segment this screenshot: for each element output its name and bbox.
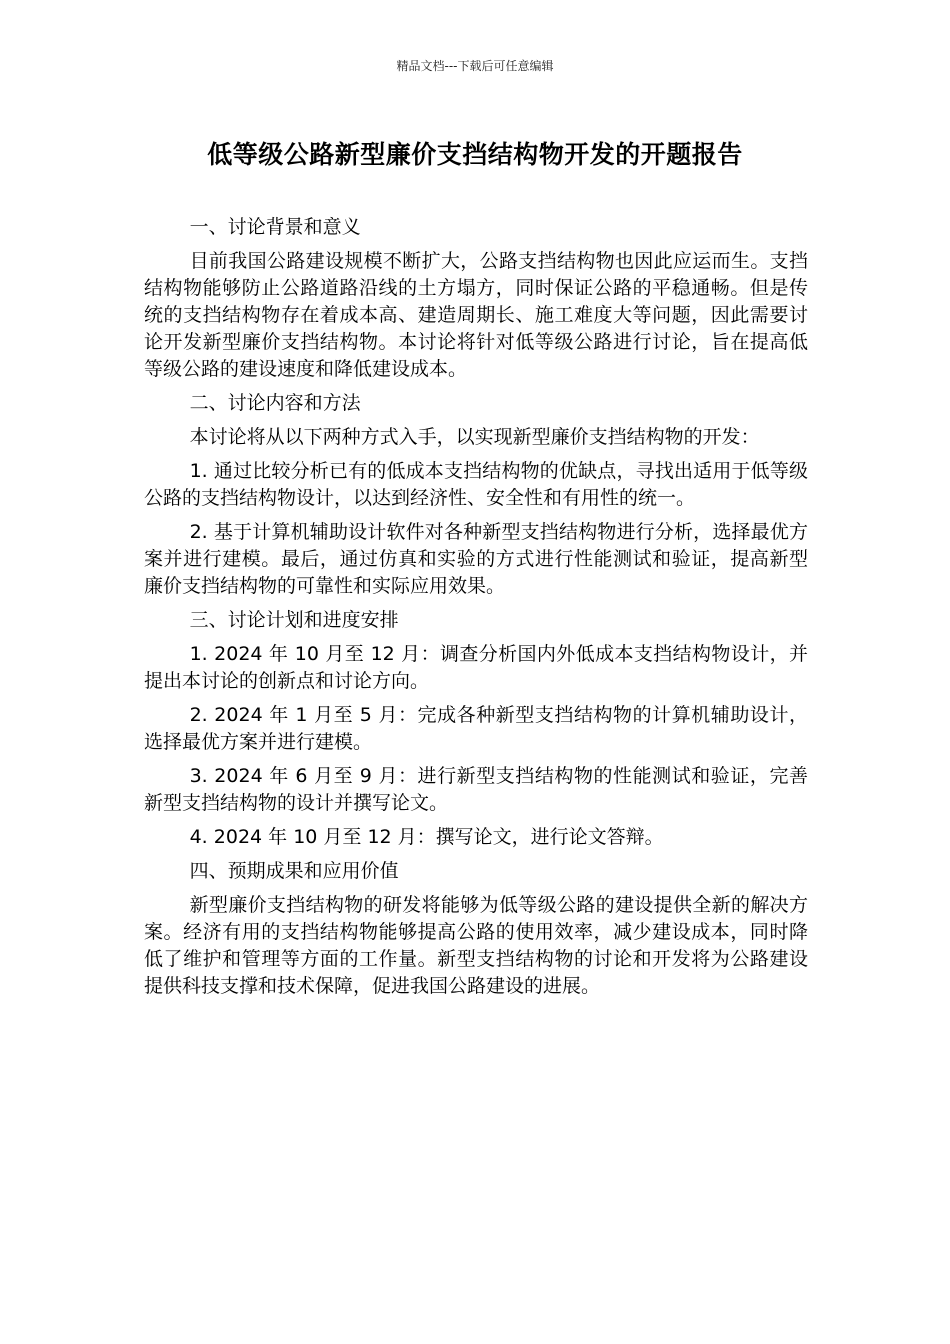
- list-item-method-2: 2. 基于计算机辅助设计软件对各种新型支挡结构物进行分析，选择最优方案并进行建模。最后，通过仿真和实验的方式进行性能测试和验证，提高新型廉价支挡结构物的可靠性和实际应用效果。: [144, 521, 808, 597]
- list-item-schedule-4: 4. 2024 年 10 月至 12 月：撰写论文，进行论文答辩。: [189, 826, 664, 848]
- paragraph-background: 目前我国公路建设规模不断扩大，公路支挡结构物也因此应运而生。支挡结构物能够防止公路道路沿线的土方塌方，同时保证公路的平稳通畅。但是传统的支挡结构物存在着成本高、建造周期长、施工难度大等问题，因此需要讨论开发新型廉价支挡结构物。本讨论将针对低等级公路进行讨论，旨在提高低等级公路的建设速度和降低建设成本。: [144, 250, 808, 380]
- section-heading-background: 一、讨论背景和意义: [189, 216, 361, 238]
- document-title: 低等级公路新型廉价支挡结构物开发的开题报告: [207, 140, 743, 169]
- paragraph-expected-results: 新型廉价支挡结构物的研发将能够为低等级公路的建设提供全新的解决方案。经济有用的支挡结构物能够提高公路的使用效率，减少建设成本，同时降低了维护和管理等方面的工作量。新型支挡结构物的讨论和开发将为公路建设提供科技支撑和技术保障，促进我国公路建设的进展。: [144, 894, 808, 997]
- document-body: [144, 214, 808, 1007]
- list-item-method-1: 1. 通过比较分析已有的低成本支挡结构物的优缺点，寻找出适用于低等级公路的支挡结构物设计，以达到经济性、安全性和有用性的统一。: [144, 460, 808, 509]
- section-heading-content-methods: 二、讨论内容和方法: [189, 392, 361, 414]
- section-heading-schedule: 三、讨论计划和进度安排: [189, 609, 399, 631]
- paragraph-methods-intro: 本讨论将从以下两种方式入手，以实现新型廉价支挡结构物的开发：: [189, 426, 760, 448]
- section-heading-expected-results: 四、预期成果和应用价值: [189, 860, 399, 882]
- list-item-schedule-2: 2. 2024 年 1 月至 5 月：完成各种新型支挡结构物的计算机辅助设计，选择最优方案并进行建模。: [144, 704, 808, 753]
- list-item-schedule-3: 3. 2024 年 6 月至 9 月：进行新型支挡结构物的性能测试和验证，完善新型支挡结构物的设计并撰写论文。: [144, 765, 808, 814]
- header-note: 精品文档---下载后可任意编辑: [396, 59, 554, 73]
- list-item-schedule-1: 1. 2024 年 10 月至 12 月：调查分析国内外低成本支挡结构物设计，并提出本讨论的创新点和讨论方向。: [144, 643, 808, 692]
